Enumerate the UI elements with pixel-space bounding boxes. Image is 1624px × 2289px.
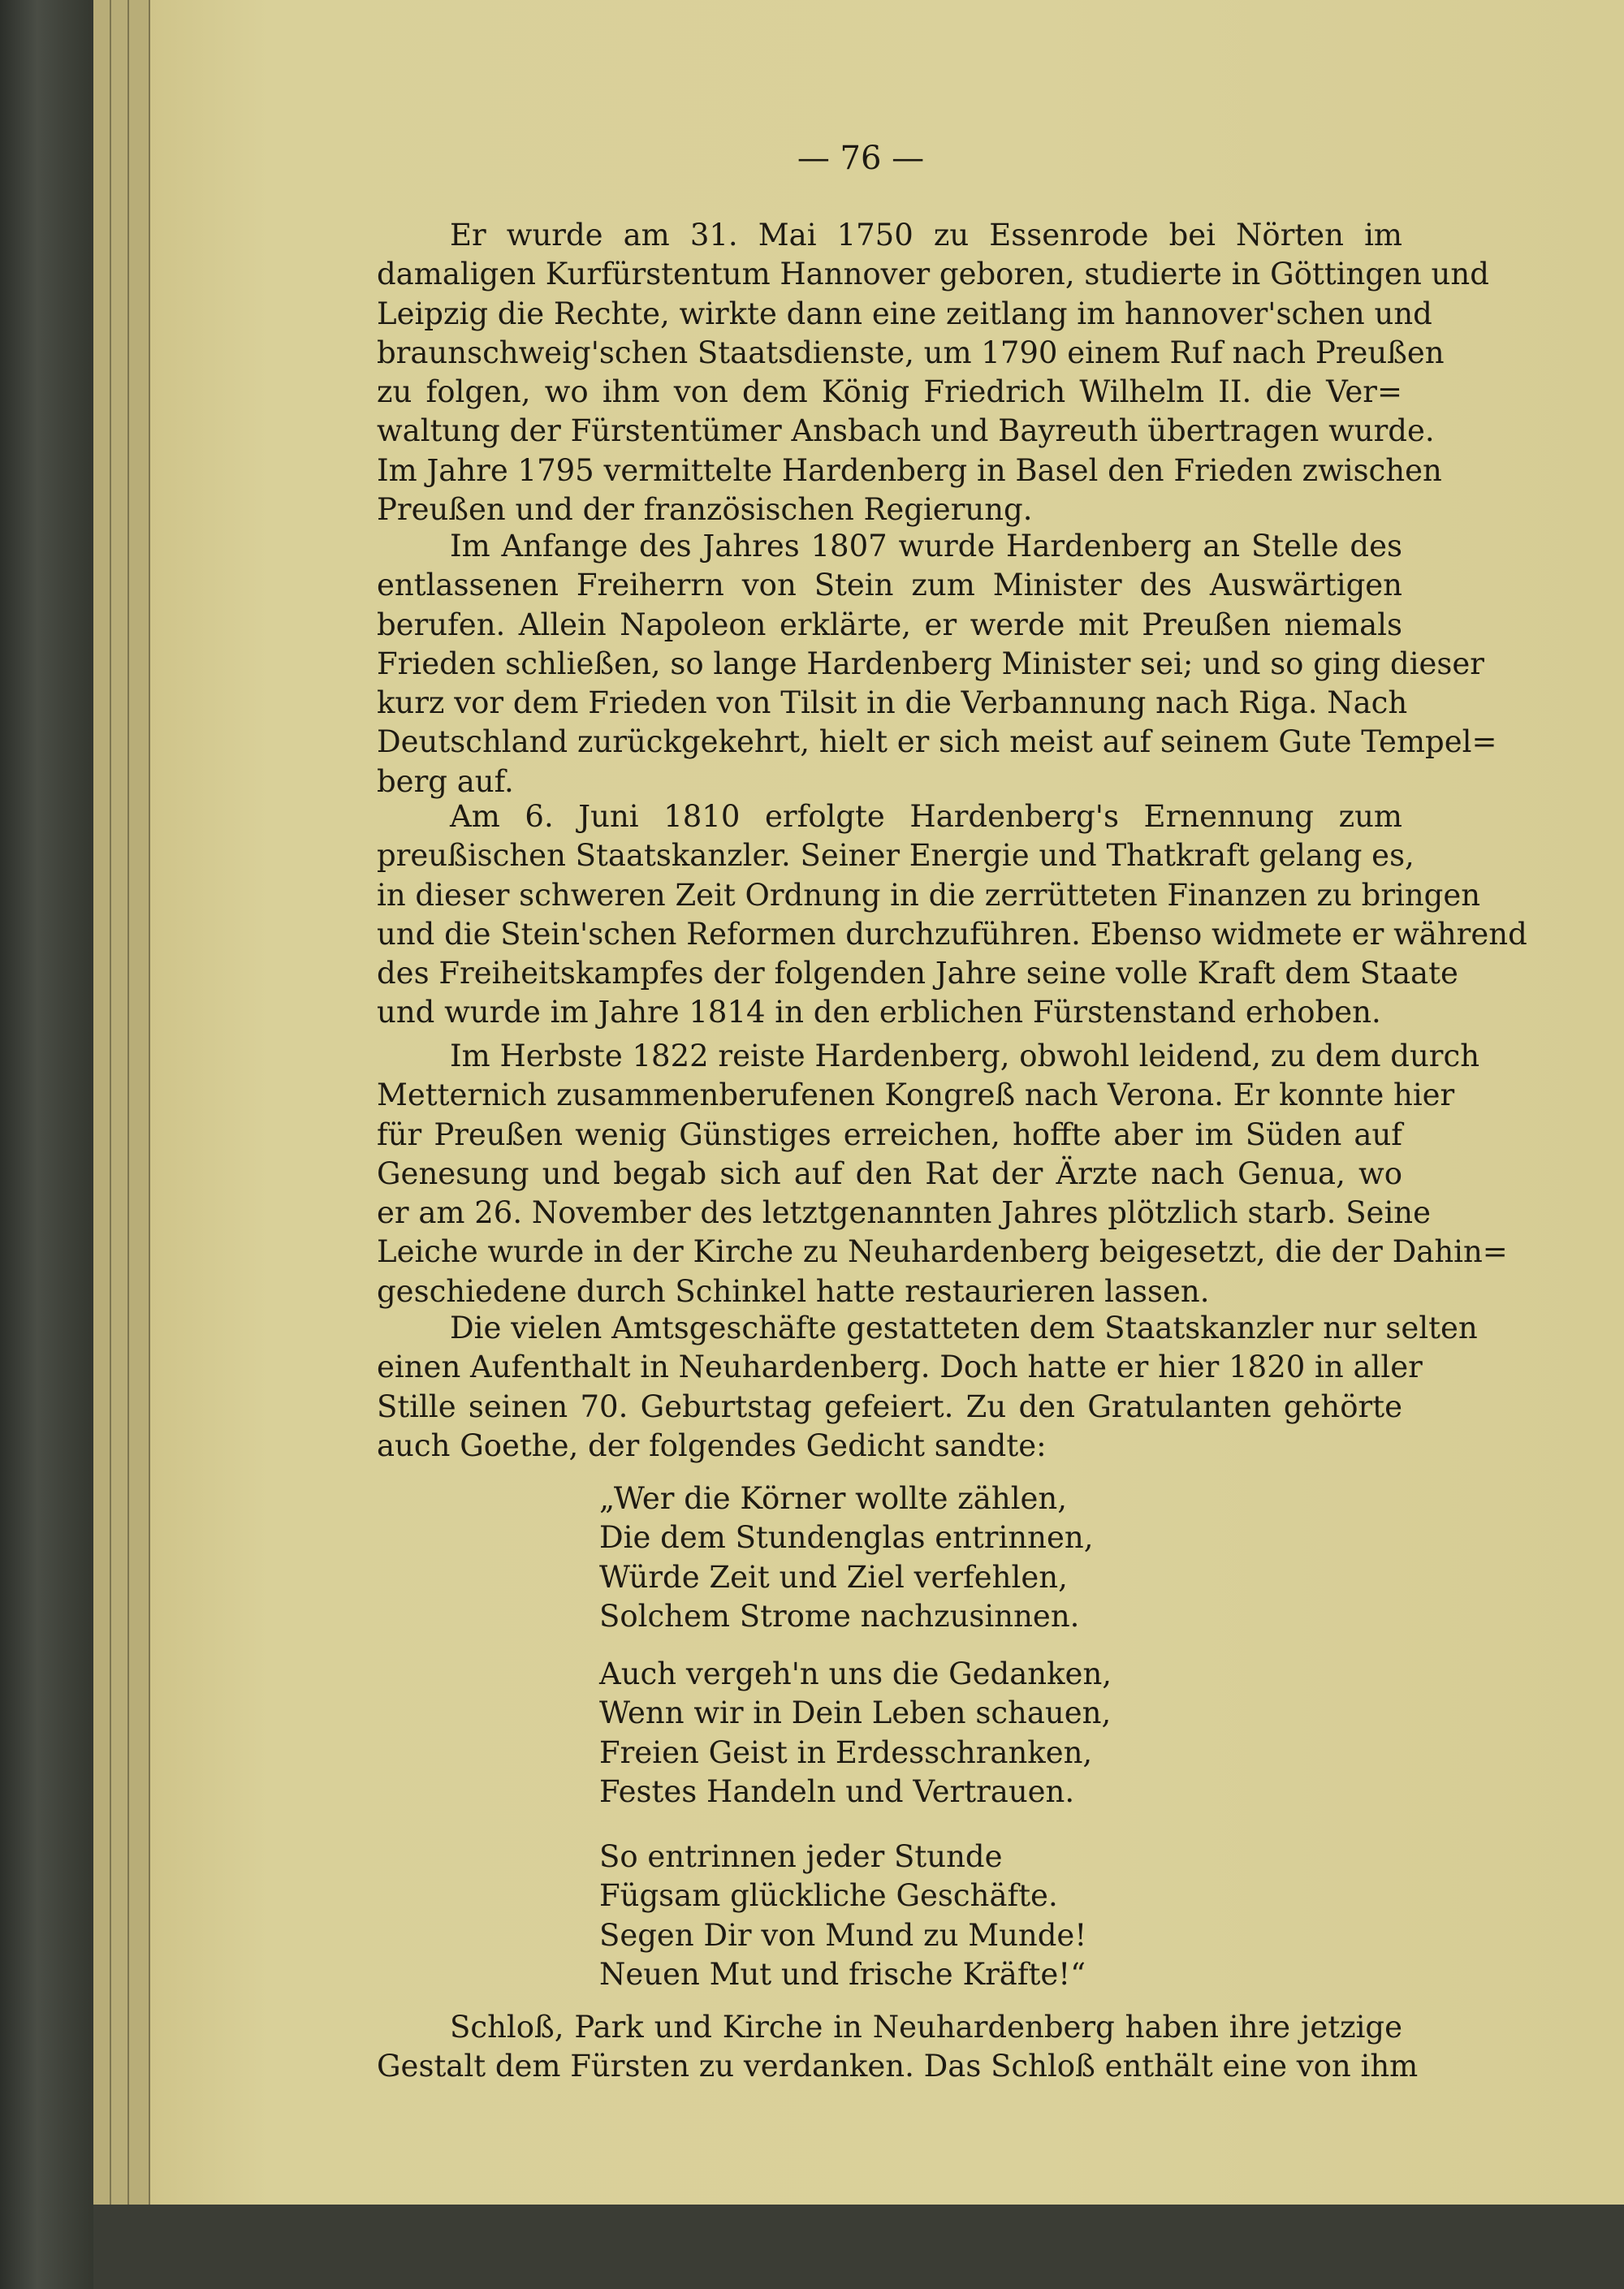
text-line: Am 6. Juni 1810 erfolgte Hardenberg's Ernennung zum — [450, 799, 1402, 834]
text-line: entlassenen Freiherrn von Stein zum Minister des Auswärtigen — [377, 568, 1402, 603]
poem-stanza-1 — [599, 1479, 1330, 1636]
poem-line: So entrinnen jeder Stunde — [599, 1839, 1003, 1874]
text-line: Stille seinen 70. Geburtstag gefeiert. Zu den Gratulanten gehörte — [377, 1389, 1402, 1424]
text-line: und die Stein'schen Reformen durchzuführen. Ebenso widmete er während — [377, 916, 1527, 952]
text-line: berg auf. — [377, 763, 514, 799]
paragraph-5 — [377, 1309, 1478, 1466]
text-line: Gestalt dem Fürsten zu verdanken. Das Schloß enthält eine von ihm — [377, 2049, 1419, 2084]
poem-line: Neuen Mut und frische Kräfte!“ — [599, 1956, 1086, 1992]
page-edge — [129, 0, 150, 2289]
book-bottom-edge — [93, 2205, 1624, 2289]
poem-stanza-3 — [599, 1838, 1330, 1994]
text-line: für Preußen wenig Günstiges erreichen, hoffte aber im Süden auf — [377, 1116, 1402, 1152]
poem-line: Auch vergeh'n uns die Gedanken, — [599, 1656, 1112, 1691]
text-line: er am 26. November des letztgenannten Jahres plötzlich starb. Seine — [377, 1195, 1431, 1231]
text-line: Metternich zusammenberufenen Kongreß nach Verona. Er konnte hier — [377, 1078, 1455, 1113]
text-line: waltung der Fürstentümer Ansbach und Bayreuth übertragen wurde. — [377, 413, 1435, 449]
poem-line: Würde Zeit und Ziel verfehlen, — [599, 1559, 1068, 1595]
text-line: Die vielen Amtsgeschäfte gestatteten dem Staatskanzler nur selten — [450, 1311, 1478, 1345]
text-line: preußischen Staatskanzler. Seiner Energie und Thatkraft gelang es, — [377, 838, 1415, 874]
book-cover-edge — [0, 0, 93, 2289]
text-line: kurz vor dem Frieden von Tilsit in die Verbannung nach Riga. Nach — [377, 685, 1408, 721]
poem-line: Festes Handeln und Vertrauen. — [599, 1773, 1075, 1809]
text-line: auch Goethe, der folgendes Gedicht sandte: — [377, 1427, 1047, 1463]
paragraph-1 — [377, 216, 1489, 529]
page-edge — [93, 0, 111, 2289]
text-line: Frieden schließen, so lange Hardenberg Minister sei; und so ging dieser — [377, 646, 1484, 681]
paragraph-4 — [377, 1037, 1508, 1311]
text-line: einen Aufenthalt in Neuhardenberg. Doch hatte er hier 1820 in aller — [377, 1350, 1423, 1385]
text-line: geschiedene durch Schinkel hatte restaurieren lassen. — [377, 1273, 1210, 1309]
poem-line: „Wer die Körner wollte zählen, — [599, 1481, 1068, 1516]
poem-line: Fügsam glückliche Geschäfte. — [599, 1878, 1058, 1914]
text-line: Er wurde am 31. Mai 1750 zu Essenrode bei Nörten im — [450, 218, 1402, 253]
page-edge — [111, 0, 129, 2289]
page-number: — 76 — — [797, 140, 925, 177]
text-line: berufen. Allein Napoleon erklärte, er werde mit Preußen niemals — [377, 607, 1402, 642]
text-line: Im Herbste 1822 reiste Hardenberg, obwohl leidend, zu dem durch — [450, 1039, 1480, 1073]
text-line: Deutschland zurückgekehrt, hielt er sich meist auf seinem Gute Tempel= — [377, 724, 1497, 760]
poem-stanza-2 — [599, 1655, 1330, 1812]
poem-line: Wenn wir in Dein Leben schauen, — [599, 1695, 1112, 1731]
paragraph-2 — [377, 527, 1497, 801]
text-line: Genesung und begab sich auf den Rat der Ärzte nach Genua, wo — [377, 1155, 1402, 1191]
text-line: Im Jahre 1795 vermittelte Hardenberg in Basel den Frieden zwischen — [377, 452, 1442, 488]
poem-line: Solchem Strome nachzusinnen. — [599, 1598, 1080, 1634]
poem-line: Freien Geist in Erdesschranken, — [599, 1734, 1093, 1770]
text-line: und wurde im Jahre 1814 in den erblichen Fürstenstand erhoben. — [377, 995, 1381, 1030]
text-line: des Freiheitskampfes der folgenden Jahre seine volle Kraft dem Staate — [377, 956, 1458, 991]
text-line: in dieser schweren Zeit Ordnung in die zerrütteten Finanzen zu bringen — [377, 877, 1481, 913]
text-line: zu folgen, wo ihm von dem König Friedrich Wilhelm II. die Ver= — [377, 374, 1402, 410]
text-line: Leiche wurde in der Kirche zu Neuhardenberg beigesetzt, die der Dahin= — [377, 1234, 1508, 1270]
text-line: Preußen und der französischen Regierung. — [377, 492, 1033, 528]
text-line: Leipzig die Rechte, wirkte dann eine zeitlang im hannover'schen und — [377, 296, 1432, 331]
text-line: damaligen Kurfürstentum Hannover geboren, studierte in Göttingen und — [377, 257, 1489, 292]
paragraph-6 — [377, 2008, 1419, 2087]
text-line: Im Anfange des Jahres 1807 wurde Hardenberg an Stelle des — [450, 529, 1402, 564]
text-line: braunschweig'schen Staatsdienste, um 1790 einem Ruf nach Preußen — [377, 335, 1445, 370]
text-line: Schloß, Park und Kirche in Neuhardenberg haben ihre jetzige — [450, 2010, 1402, 2045]
paragraph-3 — [377, 797, 1527, 1033]
poem-line: Die dem Stundenglas entrinnen, — [599, 1520, 1094, 1556]
poem-line: Segen Dir von Mund zu Munde! — [599, 1917, 1087, 1953]
